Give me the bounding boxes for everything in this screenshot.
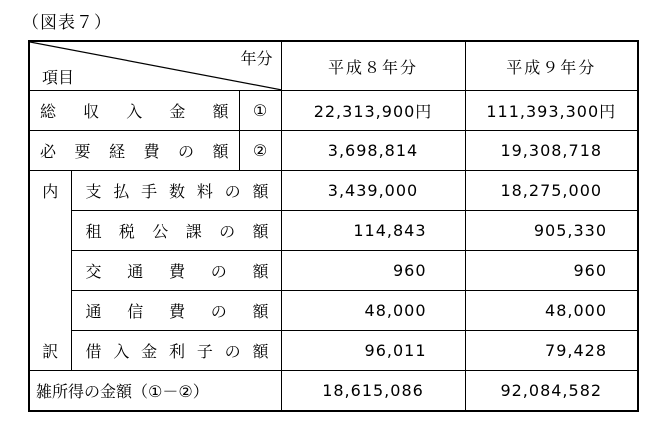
year-header-label: 年分 [240,49,273,68]
value-h8: 3,439,000 [281,171,465,211]
column-header-h8: 平成８年分 [281,41,465,91]
table-row [29,371,638,412]
table-row [29,331,638,371]
breakdown-label-cell [29,171,71,371]
value-h8: 3,698,814 [281,131,465,171]
table-row [29,291,638,331]
breakdown-item-label: 租税公課の額 [71,211,281,251]
value-h8: 22,313,900円 [281,91,465,131]
breakdown-item-label: 借入金利子の額 [71,331,281,371]
breakdown-label-top: 内 [42,182,59,201]
value-h9: 905,330 [465,211,638,251]
table-row [29,91,638,131]
breakdown-item-label: 交通費の額 [71,251,281,291]
value-h8: 96,011 [281,331,465,371]
table-row [29,131,638,171]
row-label-misc-income: 雑所得の金額（①－②） [29,371,281,412]
header-row [29,41,638,91]
value-h9: 48,000 [465,291,638,331]
breakdown-item-label: 支払手数料の額 [71,171,281,211]
table-row [29,211,638,251]
value-h9: 960 [465,251,638,291]
value-h9: 111,393,300円 [465,91,638,131]
value-h8: 960 [281,251,465,291]
value-h8: 18,615,086 [281,371,465,412]
value-h9: 19,308,718 [465,131,638,171]
breakdown-item-label: 通信費の額 [71,291,281,331]
value-h8: 48,000 [281,291,465,331]
column-header-h9: 平成９年分 [465,41,638,91]
row-label-necessary-expenses: 必要経費の額 [29,131,239,171]
value-h9: 18,275,000 [465,171,638,211]
table-row [29,251,638,291]
table-row [29,171,638,211]
breakdown-label-bottom: 訳 [42,342,59,361]
value-h9: 79,428 [465,331,638,371]
income-table [28,40,639,412]
item-header-label: 項目 [42,68,75,87]
row-mark: ① [239,91,281,131]
header-diagonal-cell [29,41,281,91]
row-label-total-revenue: 総収入金額 [29,91,239,131]
figure-caption: （図表７） [22,13,112,33]
value-h9: 92,084,582 [465,371,638,412]
value-h8: 114,843 [281,211,465,251]
row-mark: ② [239,131,281,171]
